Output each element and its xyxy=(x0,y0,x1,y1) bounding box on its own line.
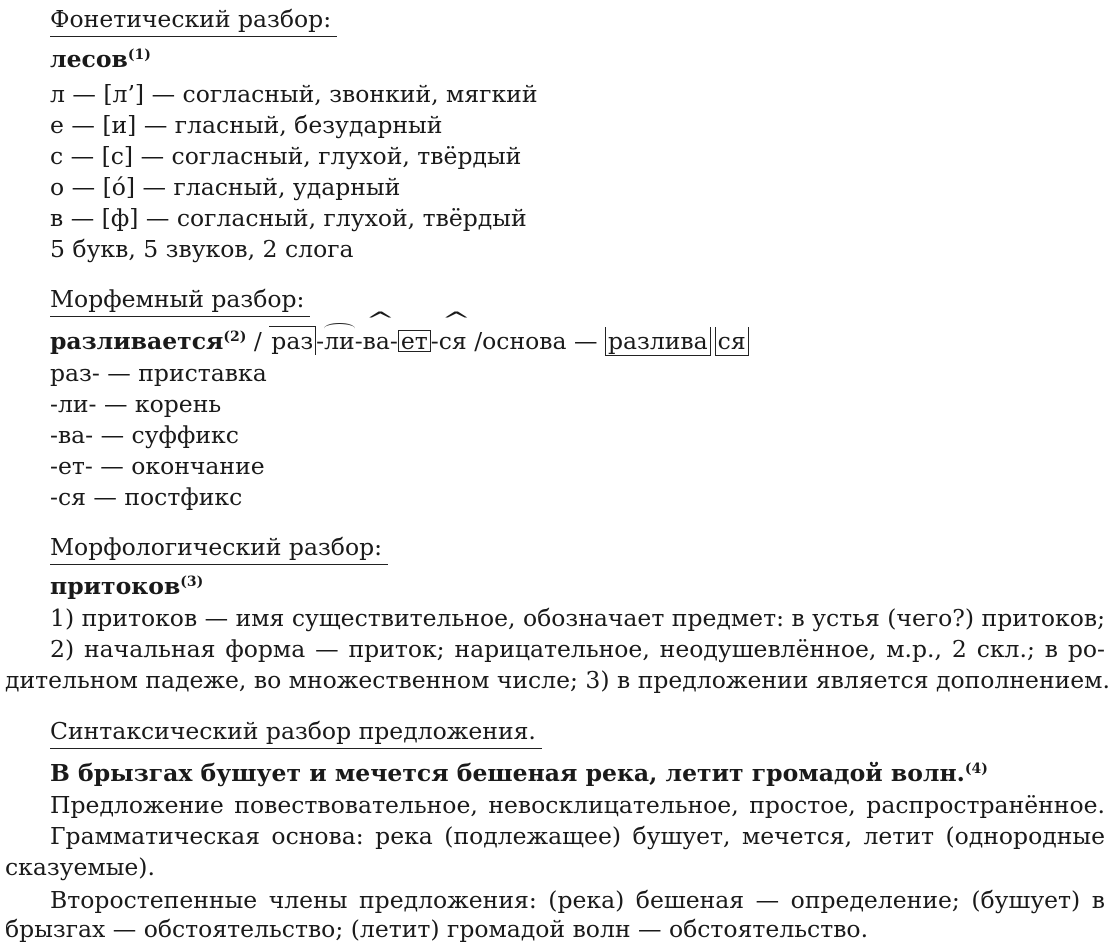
phonetic-heading: Фонетический разбор: xyxy=(50,4,337,37)
phonetic-row: л — [л’] — согласный, звонкий, мягкий xyxy=(50,80,538,108)
morphemic-heading: Морфемный разбор: xyxy=(50,284,310,317)
prefix-part: раз xyxy=(269,326,316,355)
morphemic-word-line: разливается$^{(2)}$ / раз -ли-^ ва- ет -^ ся /основа — разлива ся xyxy=(50,326,749,356)
morphological-word: притоков$^{(3)}$ xyxy=(50,572,204,600)
morphological-heading: Морфологический разбор: xyxy=(50,532,388,565)
ending-part: ет xyxy=(398,330,431,352)
syntactic-heading: Синтаксический разбор предложения. xyxy=(50,716,542,749)
morpheme-row: -ли- — корень xyxy=(50,390,222,418)
morpheme-row: -ся — постфикс xyxy=(50,483,243,511)
morphological-line: 1) притоков — имя существительное, обозначает предмет: в устья (чего?) притоков; xyxy=(50,604,1106,632)
phonetic-word: лесов$^{(1)}$ xyxy=(50,45,151,73)
morpheme-row: -ва- — суффикс xyxy=(50,421,239,449)
syntactic-line: сказуемые). xyxy=(5,853,155,881)
syntactic-line: Второстепенные члены предложения: (река) бешеная — определение; (бушует) в xyxy=(50,886,1105,914)
morphemic-word: разливается$^{(2)}$ xyxy=(50,327,247,355)
syntactic-line: брызгах — обстоятельство; (летит) громадой волн — обстоятельство. xyxy=(5,915,869,943)
syntactic-line: Предложение повествовательное, невосклицательное, простое, распространённое. xyxy=(50,791,1105,819)
syntactic-sentence: В брызгах бушует и мечется бешеная река, летит громадой волн.$^{(4)}$ xyxy=(50,759,988,787)
phonetic-row: о — [о́] — гласный, ударный xyxy=(50,173,401,201)
postfix-part: ^ ся xyxy=(439,326,467,356)
phonetic-row: е — [и] — гласный, безударный xyxy=(50,111,443,139)
phonetic-row: с — [с] — согласный, глухой, твёрдый xyxy=(50,142,522,170)
morphological-line: 2) начальная форма — приток; нарицательное, неодушевлённое, м.р., 2 скл.; в ро- xyxy=(50,635,1105,663)
syntactic-line: Грамматическая основа: река (подлежащее) бушует, мечется, летит (однородные xyxy=(50,822,1105,850)
phonetic-row: в — [ф] — согласный, глухой, твёрдый xyxy=(50,204,527,232)
morpheme-row: раз- — приставка xyxy=(50,359,267,387)
morpheme-row: -ет- — окончание xyxy=(50,452,265,480)
stem-postfix: ся xyxy=(715,327,749,356)
stem-main: разлива xyxy=(605,327,711,356)
root-part: ли xyxy=(324,327,355,355)
morphological-line: дительном падеже, во множественном числе; 3) в предложении является дополнением. xyxy=(5,666,1110,694)
suffix-part: ^ ва xyxy=(363,326,390,356)
phonetic-summary: 5 букв, 5 звуков, 2 слога xyxy=(50,235,354,263)
stem-label: /основа — xyxy=(474,327,598,355)
